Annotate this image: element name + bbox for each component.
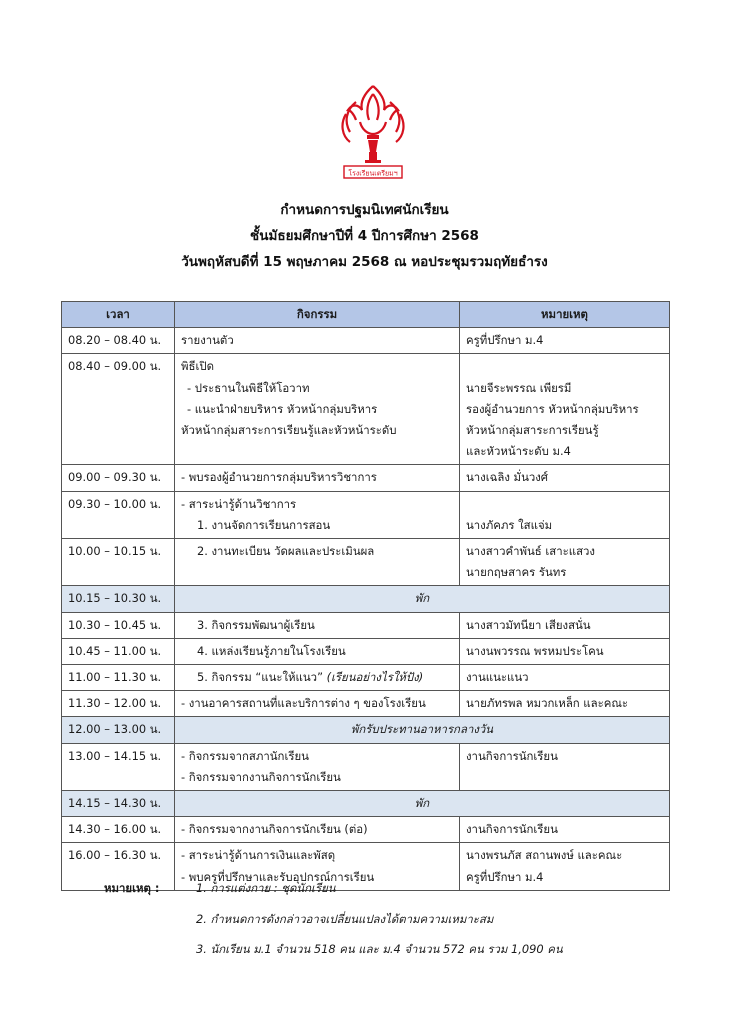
- header-time: เวลา: [62, 302, 175, 328]
- logo-text: โรงเรียนเตรียมฯ: [348, 169, 398, 178]
- table-row: [62, 354, 670, 465]
- note-cell: นางเฉลิง มั่นวงศ์: [460, 465, 670, 491]
- note-cell: ครูที่ปรึกษา ม.4: [460, 328, 670, 354]
- activity-cell: - กิจกรรมจากงานกิจการนักเรียน (ต่อ): [175, 817, 460, 843]
- activity-cell: 4. แหล่งเรียนรู้ภายในโรงเรียน: [175, 638, 460, 664]
- activity-cell: 2. งานทะเบียน วัดผลและประเมินผล: [175, 539, 460, 586]
- break-row: [62, 586, 670, 612]
- note-cell: นายภัทรพล หมวกเหล็ก และคณะ: [460, 691, 670, 717]
- time-cell: 14.15 – 14.30 น.: [62, 791, 175, 817]
- note-cell: นางนพวรรณ พรหมประโคน: [460, 638, 670, 664]
- activity-cell: - สาระน่ารู้ด้านการเงินและพัสดุ - พบครูที่ปรึกษาและรับอุปกรณ์การเรียน: [175, 843, 460, 890]
- header-note: หมายเหตุ: [460, 302, 670, 328]
- time-cell: 12.00 – 13.00 น.: [62, 717, 175, 743]
- remark-item: 2. กำหนดการดังกล่าวอาจเปลี่ยนแปลงได้ตามความเหมาะสม: [196, 912, 494, 926]
- activity-cell: 5. กิจกรรม “แนะให้แนว” (เรียนอย่างไรให้ปัง): [175, 665, 460, 691]
- table-row: [62, 743, 670, 790]
- activity-cell: - สาระน่ารู้ด้านวิชาการ 1. งานจัดการเรียนการสอน: [175, 491, 460, 538]
- note-cell: นางสาวมัทนียา เสียงสนั่น: [460, 612, 670, 638]
- table-row: [62, 612, 670, 638]
- break-row: [62, 791, 670, 817]
- remark-item: 1. การแต่งกาย : ชุดนักเรียน: [196, 881, 336, 895]
- time-cell: 10.45 – 11.00 น.: [62, 638, 175, 664]
- time-cell: 14.30 – 16.00 น.: [62, 817, 175, 843]
- time-cell: 10.00 – 10.15 น.: [62, 539, 175, 586]
- activity-cell: 3. กิจกรรมพัฒนาผู้เรียน: [175, 612, 460, 638]
- table-row: [62, 638, 670, 664]
- note-cell: นางภัคภร ใสแจ่ม: [460, 491, 670, 538]
- note-cell: งานกิจการนักเรียน: [460, 743, 670, 790]
- time-cell: 10.15 – 10.30 น.: [62, 586, 175, 612]
- time-cell: 11.00 – 11.30 น.: [62, 665, 175, 691]
- activity-cell: - งานอาคารสถานที่และบริการต่าง ๆ ของโรงเรียน: [175, 691, 460, 717]
- table-row: [62, 465, 670, 491]
- time-cell: 08.40 – 09.00 น.: [62, 354, 175, 465]
- activity-cell: - กิจกรรมจากสภานักเรียน - กิจกรรมจากงานกิจการนักเรียน: [175, 743, 460, 790]
- remark-item: 3. นักเรียน ม.1 จำนวน 518 คน และ ม.4 จำนวน 572 คน รวม 1,090 คน: [196, 942, 563, 956]
- table-row: [62, 691, 670, 717]
- activity-cell: รายงานตัว: [175, 328, 460, 354]
- time-cell: 13.00 – 14.15 น.: [62, 743, 175, 790]
- table-row: [62, 328, 670, 354]
- document-titles: [0, 197, 729, 275]
- title-line-3: วันพฤหัสบดีที่ 15 พฤษภาคม 2568 ณ หอประชุมรวมฤทัยธำรง: [181, 254, 548, 270]
- break-label: พัก: [175, 586, 670, 612]
- header-activity: กิจกรรม: [175, 302, 460, 328]
- remarks-label: หมายเหตุ :: [104, 881, 160, 895]
- note-cell: งานกิจการนักเรียน: [460, 817, 670, 843]
- note-cell: นายจีระพรรณ เพียรมี รองผู้อำนวยการ หัวหน้ากลุ่มบริหาร หัวหน้ากลุ่มสาระการเรียนรู้ และหัวหน้าระดับ ม.4: [460, 354, 670, 465]
- table-row: [62, 817, 670, 843]
- lunch-row: [62, 717, 670, 743]
- note-cell: นางพรนภัส สถานพงษ์ และคณะ ครูที่ปรึกษา ม.4: [460, 843, 670, 890]
- lunch-label: พักรับประทานอาหารกลางวัน: [175, 717, 670, 743]
- time-cell: 09.30 – 10.00 น.: [62, 491, 175, 538]
- table-row: [62, 665, 670, 691]
- table-row: [62, 539, 670, 586]
- table-header-row: [62, 302, 670, 328]
- schedule-table: [61, 301, 670, 891]
- time-cell: 08.20 – 08.40 น.: [62, 328, 175, 354]
- time-cell: 11.30 – 12.00 น.: [62, 691, 175, 717]
- time-cell: 16.00 – 16.30 น.: [62, 843, 175, 890]
- activity-cell: - พบรองผู้อำนวยการกลุ่มบริหารวิชาการ: [175, 465, 460, 491]
- school-emblem-icon: [336, 80, 410, 184]
- break-label: พัก: [175, 791, 670, 817]
- note-cell: งานแนะแนว: [460, 665, 670, 691]
- table-row: [62, 491, 670, 538]
- title-line-2: ชั้นมัธยมศึกษาปีที่ 4 ปีการศึกษา 2568: [250, 228, 479, 244]
- note-cell: นางสาวคำพันธ์ เสาะแสวง นายกฤษสาคร รันทร: [460, 539, 670, 586]
- time-cell: 10.30 – 10.45 น.: [62, 612, 175, 638]
- activity-cell: พิธีเปิด - ประธานในพิธีให้โอวาท - แนะนำฝ่ายบริหาร หัวหน้ากลุ่มบริหาร หัวหน้ากลุ่มสาระการเรียนรู้และหัวหน้าระดับ: [175, 354, 460, 465]
- title-line-1: กำหนดการปฐมนิเทศนักเรียน: [280, 202, 449, 218]
- time-cell: 09.00 – 09.30 น.: [62, 465, 175, 491]
